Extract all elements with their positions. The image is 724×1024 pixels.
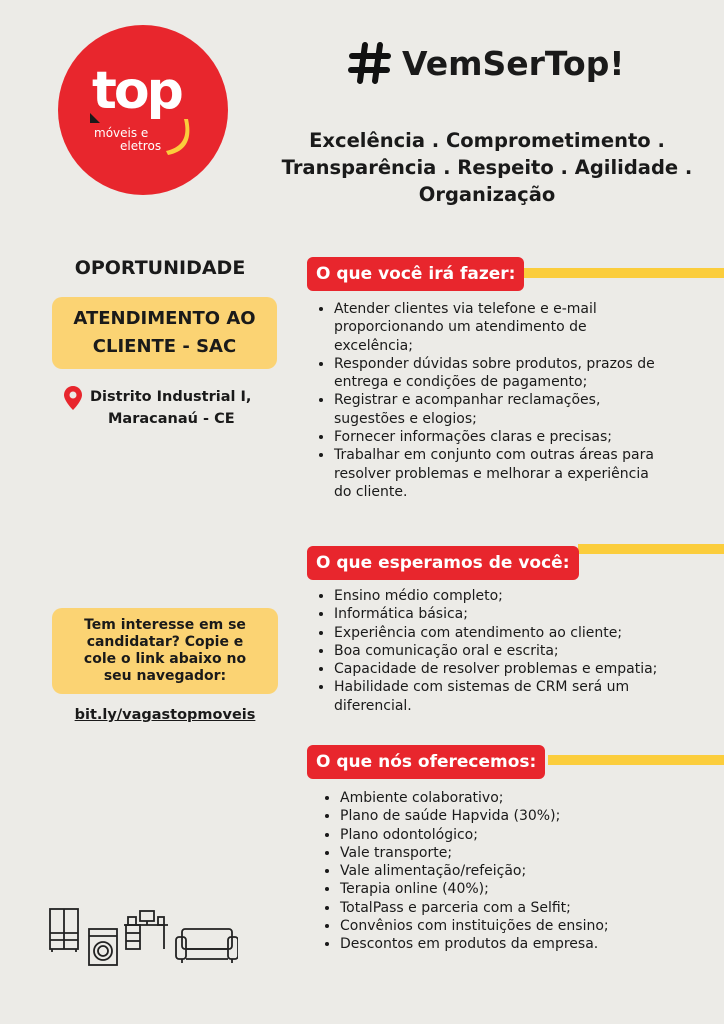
company-logo	[58, 25, 228, 195]
section-title-tasks: O que você irá fazer:	[307, 257, 524, 291]
section-bar-tasks	[520, 268, 724, 278]
list-item-line: • Trabalhar em conjunto com outras áreas para	[334, 447, 654, 464]
list-item-line: • Experiência com atendimento ao cliente;	[334, 624, 623, 641]
list-item-line: • Vale transporte;	[340, 844, 453, 861]
list-item-line: resolver problemas e melhorar a experiência	[334, 465, 649, 482]
list-item-line: • Habilidade com sistemas de CRM será um	[334, 679, 630, 696]
role-badge	[52, 297, 277, 369]
location-line-2: Maracanaú - CE	[108, 411, 235, 427]
role-line-2: CLIENTE - SAC	[92, 336, 237, 357]
list-item	[340, 844, 724, 862]
list-item-line: • Terapia online (40%);	[340, 881, 489, 898]
list-item-line: • Atender clientes via telefone e e-mail	[334, 301, 597, 317]
desk-icon	[124, 911, 168, 949]
list-item-line: • Registrar e acompanhar reclamações,	[334, 392, 601, 409]
list-item	[334, 605, 724, 623]
list-item-line: • Responder dúvidas sobre produtos, prazos de	[334, 355, 655, 372]
job-location	[64, 386, 294, 430]
list-item	[334, 428, 724, 446]
sofa-icon	[176, 929, 238, 963]
list-item	[340, 935, 724, 953]
list-item-line: • Ambiente colaborativo;	[340, 790, 504, 806]
list-item	[334, 624, 724, 642]
hashtag-title	[348, 38, 624, 88]
opportunity-heading: OPORTUNIDADE	[74, 257, 246, 279]
list-item-line: • Plano odontológico;	[340, 826, 478, 843]
hashtag-icon	[348, 41, 392, 85]
list-item-line: • Descontos em produtos da empresa.	[340, 936, 599, 953]
apply-instructions	[52, 608, 278, 694]
list-item	[340, 826, 724, 844]
list-item-line: diferencial.	[334, 697, 412, 714]
logo-swoosh-icon	[162, 117, 192, 157]
location-line-1: Distrito Industrial I,	[90, 389, 252, 405]
section-bar-benefits	[548, 755, 724, 765]
list-item-line: sugestões e elogios;	[334, 410, 477, 427]
location-pin-icon	[64, 386, 82, 410]
list-item	[340, 917, 724, 935]
list-item-line: • Vale alimentação/refeição;	[340, 863, 527, 880]
list-item-line: • Ensino médio completo;	[334, 588, 503, 604]
hashtag-text: VemSerTop!	[402, 43, 625, 83]
list-item	[340, 789, 724, 807]
role-line-1: ATENDIMENTO AO	[73, 308, 256, 329]
logo-subtitle	[94, 127, 161, 153]
list-item-line: do cliente.	[334, 483, 408, 500]
interest-line-3: cole o link abaixo no	[83, 651, 247, 667]
list-item-line: • Boa comunicação oral e escrita;	[334, 642, 559, 659]
list-item	[340, 899, 724, 917]
logo-wordmark: top	[92, 61, 181, 121]
list-item-line: • Informática básica;	[334, 606, 468, 623]
tasks-list	[312, 300, 724, 501]
interest-line-1: Tem interesse em se	[84, 617, 246, 633]
list-item-line: excelência;	[334, 337, 413, 354]
list-item-line: • Capacidade de resolver problemas e empatia;	[334, 661, 658, 678]
list-item	[334, 355, 724, 392]
list-item-line: • TotalPass e parceria com a Selfit;	[340, 899, 571, 916]
logo-subtitle-line1: móveis e	[94, 126, 149, 140]
interest-line-2: candidatar? Copie e	[86, 634, 244, 650]
list-item-line: entrega e condições de pagamento;	[334, 374, 588, 391]
values-line-3: Organização	[418, 183, 556, 206]
list-item	[334, 678, 724, 715]
list-item	[334, 300, 724, 355]
list-item-line: • Fornecer informações claras e precisas;	[334, 429, 612, 446]
company-values	[262, 127, 712, 208]
list-item	[340, 862, 724, 880]
list-item	[340, 880, 724, 898]
values-line-2: Transparência . Respeito . Agilidade .	[281, 156, 693, 179]
furniture-illustration	[48, 903, 238, 969]
list-item	[334, 587, 724, 605]
list-item-line: • Convênios com instituições de ensino;	[340, 918, 609, 935]
washing-machine-icon	[89, 929, 117, 965]
interest-line-4: seu navegador:	[103, 668, 227, 684]
list-item	[340, 807, 724, 825]
values-line-1: Excelência . Comprometimento .	[309, 129, 665, 152]
list-item-line: • Plano de saúde Hapvida (30%);	[340, 808, 561, 825]
list-item	[334, 642, 724, 660]
section-title-benefits: O que nós oferecemos:	[307, 745, 545, 779]
wardrobe-icon	[50, 909, 78, 952]
list-item	[334, 660, 724, 678]
list-item	[334, 391, 724, 428]
logo-subtitle-line2: eletros	[120, 139, 162, 153]
list-item	[334, 446, 724, 501]
application-link[interactable]: bit.ly/vagastopmoveis	[74, 707, 256, 723]
section-title-requirements: O que esperamos de você:	[307, 546, 579, 580]
requirements-list	[312, 587, 724, 715]
list-item-line: proporcionando um atendimento de	[334, 319, 587, 336]
benefits-list	[318, 789, 724, 954]
section-bar-requirements	[578, 544, 724, 554]
